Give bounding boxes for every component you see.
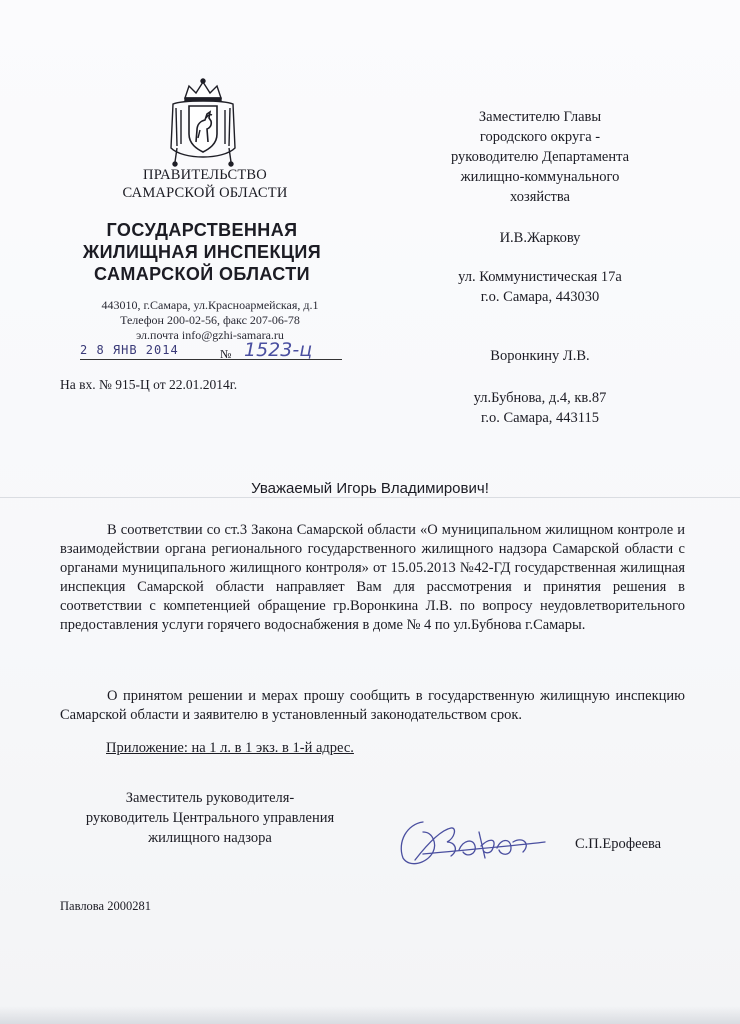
recipient1-title-line2: городского округа -	[479, 129, 601, 145]
recipient2-name: Воронкину Л.В.	[490, 348, 590, 364]
attachment-note: Приложение: на 1 л. в 1 экз. в 1-й адрес.	[106, 740, 354, 756]
signatory-title-line3: жилищного надзора	[148, 830, 272, 846]
recipient2-street: ул.Бубнова, д.4, кв.87	[473, 390, 607, 406]
number-label: №	[220, 347, 232, 361]
inspection-name-line3: САМАРСКОЙ ОБЛАСТИ	[94, 264, 310, 284]
body-paragraph-2-text: О принятом решении и мерах прошу сообщить в государственную жилищную инспекцию Самарской области и заявителю в установленный законодательством срок.	[60, 688, 685, 723]
salutation: Уважаемый Игорь Владимирович!	[251, 480, 489, 497]
recipient1-name: И.В.Жаркову	[499, 230, 581, 246]
sender-phone: Телефон 200-02-56, факс 207-06-78	[120, 313, 300, 327]
government-name-line2: САМАРСКОЙ ОБЛАСТИ	[122, 185, 288, 201]
date-stamp: 2 8 ЯНВ 2014	[80, 343, 179, 357]
paper-fold-line	[0, 497, 740, 498]
recipient1-city: г.о. Самара, 443030	[480, 289, 600, 305]
inspection-name-line1: ГОСУДАРСТВЕННАЯ	[106, 220, 298, 240]
signatory-title	[60, 788, 360, 848]
incoming-reference: На вх. № 915-Ц от 22.01.2014г.	[60, 377, 238, 392]
government-name-line1: ПРАВИТЕЛЬСТВО	[143, 167, 267, 183]
body-paragraph-1	[60, 521, 685, 635]
outgoing-number: 1523-ц	[244, 339, 313, 361]
body-paragraph-1-text: В соответствии со ст.3 Закона Самарской области «О муниципальном жилищном контроле и взаимодействии органа регионального государственного жилищного надзора Самарской области с органами муниципального жилищного контроля» от 15.05.2013 №42-ГД государственная жилищная инспекция Самарской области направляет Вам для рассмотрения и принятия решения в соответствии с компетенцией обращение гр.Воронкина Л.В. по вопросу неудовлетворительного предоставления услуги горячего водоснабжения в доме № 4 по ул.Бубнова г.Самары.	[60, 522, 685, 633]
inspection-name-line2: ЖИЛИЩНАЯ ИНСПЕКЦИЯ	[82, 242, 322, 262]
signatory-title-line2: руководитель Центрального управления	[85, 810, 335, 826]
recipient1-title-line5: хозяйства	[510, 189, 570, 205]
handwritten-signature-icon	[393, 802, 553, 872]
executor-note: Павлова 2000281	[60, 899, 151, 913]
recipient1-title-line3: руководителю Департамента	[450, 149, 630, 165]
signatory-name: С.П.Ерофеева	[575, 836, 662, 852]
signatory-title-line1: Заместитель руководителя-	[125, 790, 295, 806]
recipient2-city: г.о. Самара, 443115	[481, 410, 599, 426]
paper-edge-shadow	[0, 1006, 740, 1024]
recipient1-street: ул. Коммунистическая 17а	[458, 269, 622, 285]
recipient1-title-line1: Заместителю Главы	[478, 109, 602, 125]
body-paragraph-2	[60, 687, 685, 725]
recipient1-title-line4: жилищно-коммунального	[460, 169, 620, 185]
sender-address: 443010, г.Самара, ул.Красноармейская, д.1	[101, 298, 319, 312]
sender-email: эл.почта info@gzhi-samara.ru	[136, 328, 284, 342]
coat-of-arms-icon	[163, 78, 243, 170]
